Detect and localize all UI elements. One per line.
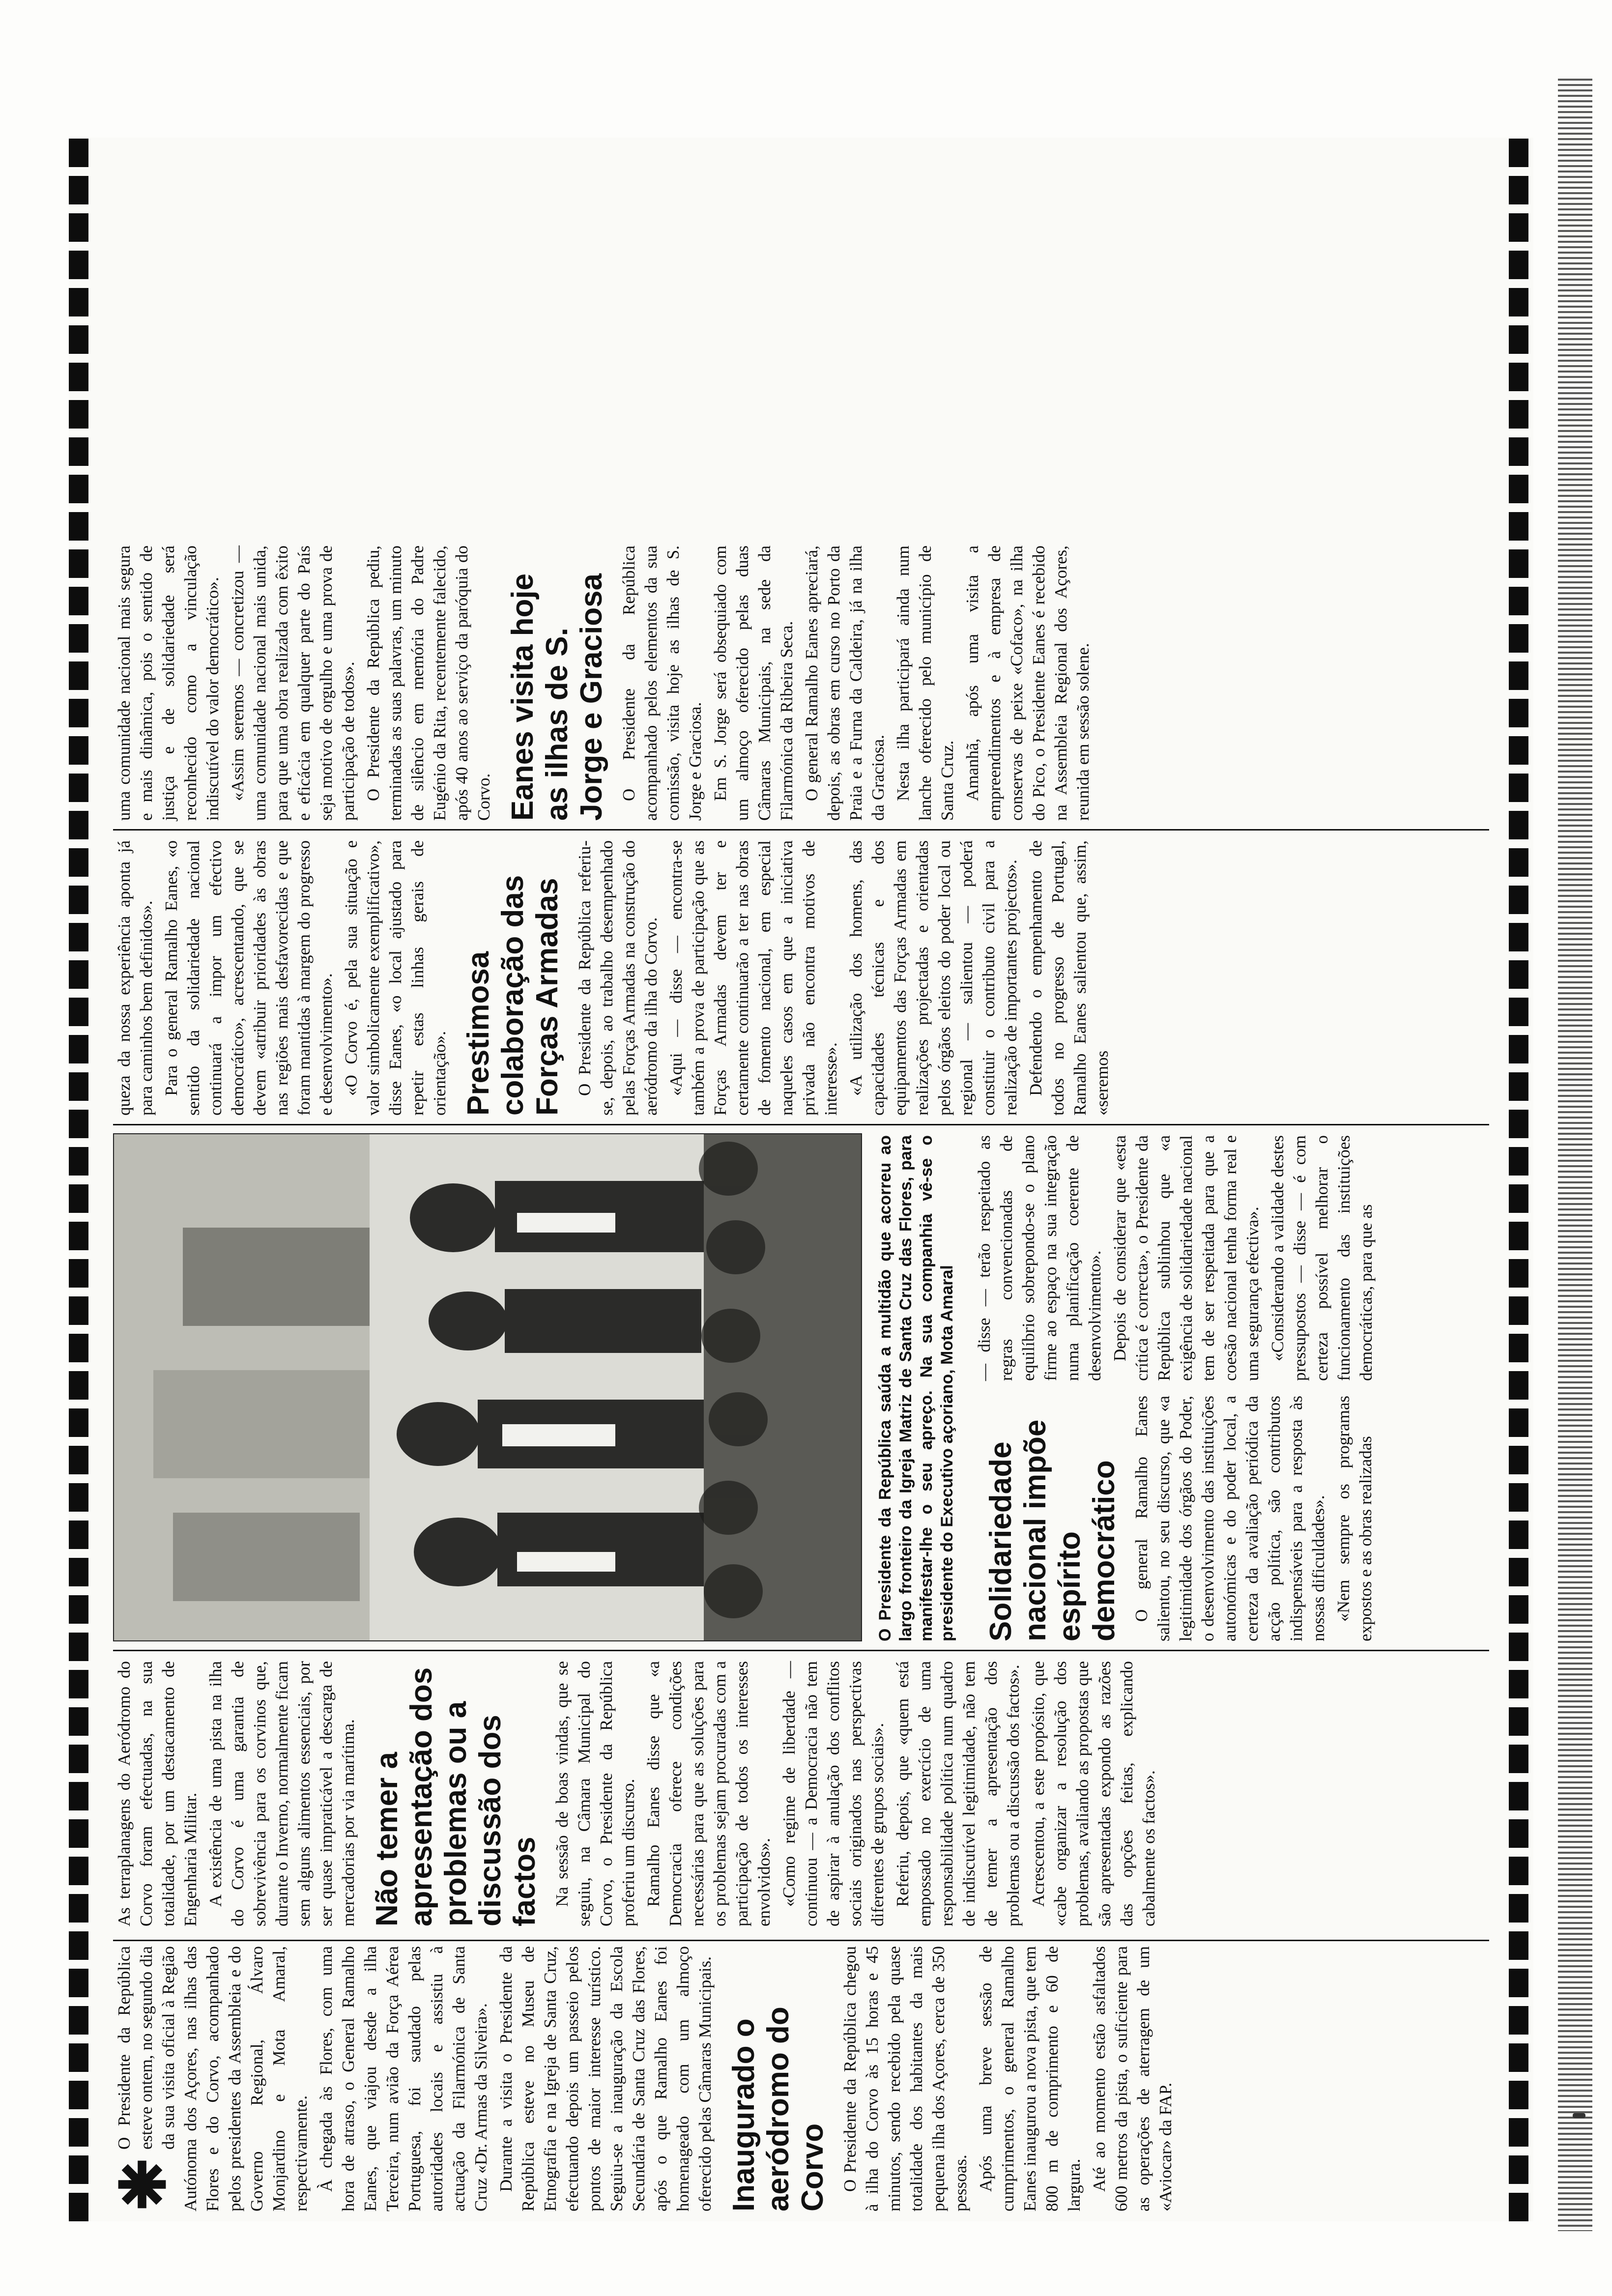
border-dash xyxy=(69,624,88,653)
subheading-eanes-visita: Eanes visita hoje as ilhas de S. Jorge e Graciosa xyxy=(506,573,608,821)
column-rule xyxy=(113,1940,1489,1941)
paragraph: Após uma breve sessão de cumprimentos, o general Ramalho Eanes inaugurou a nova pista, que tem 800 m de comprimento e 60 de largura. xyxy=(976,1946,1084,2211)
border-dash xyxy=(1509,736,1528,765)
border-dash xyxy=(1509,1894,1528,1923)
border-dash xyxy=(69,251,88,279)
paragraph: Nesta ilha participará ainda num lanche oferecido pelo município de Santa Cruz. xyxy=(893,545,957,821)
paragraph: A existência de uma pista na ilha do Corvo é uma garantia de sobrevivência para os corvinos que, durante o Inverno, normalmente ficam sem alguns alimentos essenciais, por ser quase impraticável a descarga de mercadorias por via marítima. xyxy=(206,1661,358,1926)
intro-paragraph: O Presidente da República esteve ontem, no segundo dia da sua visita oficial à Região Autónoma dos Açores, nas ilhas das Flores e do Corvo, acompanhado pelos presidentes da Assembleia e do Governo Regional, Álvaro Monjardino e Mota Amaral, respectivamente. xyxy=(115,1946,311,2211)
border-dash xyxy=(69,1894,88,1923)
border-dash xyxy=(69,288,88,316)
paragraph: O Presidente da República referiu-se, depois, ao trabalho desempenhado pelas Forças Armadas na construção do aeródromo da ilha do Corvo. xyxy=(575,840,661,1116)
border-dash xyxy=(69,1296,88,1325)
paragraph: Até ao momento estão asfaltados 600 metros da pista, o suficiente para as operações de aterragem de um «Aviocar» da FAP. xyxy=(1090,1946,1175,2211)
border-dash xyxy=(69,1931,88,1960)
paragraph: «Aqui — disse — encontra-se também a prova de participação que as Forças Armadas devem ter e certamente continuarão a ter nas obras de fomento nacional, em especial naqueles casos em que a iniciativa privada não encontra motivos de interesse». xyxy=(666,840,840,1116)
border-dash xyxy=(1509,1259,1528,1288)
border-dash xyxy=(1509,1371,1528,1400)
border-dash xyxy=(69,1969,88,1997)
article-column-6 xyxy=(113,545,1097,821)
border-dash xyxy=(69,587,88,615)
border-dash xyxy=(69,1072,88,1101)
border-dash xyxy=(1509,213,1528,242)
rotated-article-sheet xyxy=(69,138,1533,2221)
border-dash xyxy=(1509,549,1528,578)
paragraph: Na sessão de boas vindas, que se seguiu, na Câmara Municipal do Corvo, o Presidente da República proferiu um discurso. xyxy=(552,1661,638,1926)
border-dash xyxy=(1509,661,1528,690)
border-dash xyxy=(1509,587,1528,615)
border-dash xyxy=(1509,1707,1528,1736)
paragraph: «O Corvo é, pela sua situação e valor simbolicamente exemplificativo», disse Eanes, «o local ajustado para repetir estas linhas gerais de orientação». xyxy=(342,840,449,1116)
border-dash xyxy=(1509,699,1528,727)
border-dash xyxy=(69,1222,88,1250)
photo-caption: O Presidente da República saúda a multidão que acorreu ao largo fronteiro da Igreja Matriz de Santa Cruz das Flores, para manifestar-lhe o seu apreço. Na sua companhia vê-se o presidente do Executivo açoriano, Mota Amaral xyxy=(876,1135,956,1641)
paragraph: O general Ramalho Eanes salientou, no seu discurso, que «a legitimidade dos órgãos do Poder, o desenvolvimento das instituições autonómicas e do poder local, a certeza da avaliação periódica da acção política, são contributos indispensáveis para a resposta às nossas dificuldades». xyxy=(1132,1396,1328,1641)
border-dash xyxy=(69,1707,88,1736)
border-dash xyxy=(1509,2006,1528,2035)
border-dash xyxy=(1509,811,1528,839)
border-dash xyxy=(1509,923,1528,951)
paragraph: Para o general Ramalho Eanes, «o sentido da solidariedade nacional continuará a impor um efectivo democrático», acrescentando, que se devem «atribuir prioridades às obras nas regiões mais desfavorecidas e que foram mantidas à margem do progresso e desenvolvimento». xyxy=(162,840,336,1116)
border-dash xyxy=(1509,624,1528,653)
border-dash xyxy=(1509,1446,1528,1474)
border-dash xyxy=(69,886,88,914)
paragraph: Depois de considerar que «esta crítica é correcta», o Presidente da República sublinhou que «a exigência de solidariedade nacional tem de ser respeitada para que a coesão nacional tenha forma real e uma segurança efectiva». xyxy=(1110,1135,1262,1381)
border-dash xyxy=(1509,1483,1528,1512)
border-dash xyxy=(1509,1072,1528,1101)
article-column-4 xyxy=(973,1135,1380,1381)
border-dash xyxy=(1509,1035,1528,1063)
column-rule xyxy=(113,829,1489,831)
border-dash xyxy=(1509,1931,1528,1960)
border-dash xyxy=(69,1745,88,1773)
border-dash xyxy=(69,923,88,951)
paragraph: As terraplanagens do Aeródromo do Corvo foram efectuadas, na sua totalidade, por um destacamento de Engenharia Militar. xyxy=(115,1661,200,1926)
border-dash xyxy=(69,213,88,242)
border-dash xyxy=(69,848,88,877)
paragraph: O Presidente da República pediu, terminadas as suas palavras, um minuto de silêncio em memória do Padre Eugénio da Rita, recentemente falecido, após 40 anos ao serviço da paróquia do Corvo. xyxy=(364,545,493,821)
border-dash xyxy=(69,1147,88,1176)
border-dash xyxy=(69,2043,88,2072)
border-dash xyxy=(69,1558,88,1586)
paragraph: «Nem sempre os programas expostos e as obras realizadas xyxy=(1334,1396,1375,1641)
paragraph: «Assim seremos — concretizou — uma comunidade nacional mais unida, para que uma obra realizada com êxito e eficácia em qualquer parte do País seja motivo de orgulho e uma prova de participação de todos». xyxy=(228,545,358,821)
border-dash xyxy=(1509,1334,1528,1362)
border-dash xyxy=(1509,176,1528,204)
border-dash xyxy=(69,176,88,204)
border-dash xyxy=(69,325,88,354)
bottom-dash-border xyxy=(1509,138,1528,2221)
border-dash xyxy=(1509,363,1528,391)
border-dash xyxy=(1509,437,1528,466)
subheading-forcas-armadas: Prestimosa colaboração das Forças Armadas xyxy=(461,875,564,1116)
border-dash xyxy=(1509,1521,1528,1549)
border-dash xyxy=(1509,1857,1528,1885)
paragraph: Defendendo o empenhamento de todos no progresso de Portugal, Ramalho Eanes salientou que, assim, «seremos xyxy=(1026,840,1112,1116)
paragraph: Em S. Jorge será obsequiado com um almoço oferecido pelas duas Câmaras Municipais, na sede da Filarmónica da Ribeira Seca. xyxy=(711,545,796,821)
border-dash xyxy=(1509,2043,1528,2072)
paragraph: queza da nossa experiência aponta já para caminhos bem definidos». xyxy=(115,840,156,1116)
border-dash xyxy=(69,475,88,503)
binding-edge xyxy=(1558,79,1592,2231)
border-dash xyxy=(69,2118,88,2147)
paragraph: O general Ramalho Eanes apreciará, depois, as obras em curso no Porto da Praia e a Furna da Caldeira, já na ilha da Graciosa. xyxy=(802,545,888,821)
border-dash xyxy=(1509,1110,1528,1138)
paragraph: Ramalho Eanes disse que «a Democracia oferece condições necessárias para que as soluções para os problemas sejam procuradas com a participação de todos os interesses envolvidos». xyxy=(644,1661,774,1926)
article-column-5 xyxy=(113,840,1116,1116)
border-dash xyxy=(69,661,88,690)
paragraph: Acrescentou, a este propósito, que «cabe organizar a resolução dos problemas, avaliando as propostas que são apresentadas expondo as razões das opções feitas, explicando cabalmente os factos». xyxy=(1029,1661,1158,1926)
paragraph: — disse — terão respeitado as regras convencionadas de equilíbrio sobrepondo-se o plano firme ao espaço na sua integração numa planificação coerente de desenvolvimento». xyxy=(975,1135,1104,1381)
border-dash xyxy=(1509,2081,1528,2109)
border-dash xyxy=(1509,251,1528,279)
border-dash xyxy=(1509,2155,1528,2184)
paragraph: Amanhã, após uma visita a empreendimentos e à empresa de conservas de peixe «Cofaco», na ilha do Pico, o Presidente Eanes é recebido na Assembleia Regional dos Açores, reunida em sessão solene. xyxy=(963,545,1093,821)
border-dash xyxy=(1509,1296,1528,1325)
paragraph: uma comunidade nacional mais segura e mais dinâmica, pois o sentido de justiça e de solidariedade será reconhecido como a vinculação indiscutível do valor democrático». xyxy=(115,545,222,821)
border-dash xyxy=(69,2081,88,2109)
border-dash xyxy=(69,1857,88,1885)
border-dash xyxy=(69,1259,88,1288)
paragraph: Durante a visita o Presidente da República esteve no Museu de Etnografia e na Igreja de Santa Cruz, efectuando depois um passeio pelos pontos de maior interesse turístico. Seguiu-se a inauguração da Escola Secundária de Santa Cruz das Flores, após o que Ramalho Eanes foi homenageado com um almoço oferecido pelas Câmaras Municipais. xyxy=(496,1946,715,2211)
subheading-nao-temer: Não temer a apresentação dos problemas ou a discussão dos factos xyxy=(370,1667,542,1926)
border-dash xyxy=(69,2006,88,2035)
border-dash xyxy=(1509,475,1528,503)
border-dash xyxy=(1509,2118,1528,2147)
border-dash xyxy=(69,1782,88,1810)
border-dash xyxy=(1509,774,1528,802)
border-dash xyxy=(69,1371,88,1400)
column-rule xyxy=(113,1650,1489,1651)
border-dash xyxy=(69,549,88,578)
border-dash xyxy=(1509,886,1528,914)
border-dash xyxy=(69,774,88,802)
border-dash xyxy=(1509,139,1528,167)
border-dash xyxy=(69,1110,88,1138)
paragraph: «Considerando a validade destes pressupostos — disse — é com certeza possível melhorar o funcionamento das instituições democráticas, para que as xyxy=(1268,1135,1376,1381)
border-dash xyxy=(1509,288,1528,316)
column-rule xyxy=(113,1124,1489,1125)
border-dash xyxy=(1509,1558,1528,1586)
border-dash xyxy=(69,400,88,429)
border-dash xyxy=(1509,1782,1528,1810)
scan-speck xyxy=(1573,2113,1585,2118)
border-dash xyxy=(1509,1222,1528,1250)
border-dash xyxy=(69,1035,88,1063)
border-dash xyxy=(69,699,88,727)
paragraph: O Presidente da República acompanhado pelos elementos da sua comissão, visita hoje as ilhas de S. Jorge e Graciosa. xyxy=(619,545,705,821)
border-dash xyxy=(69,1334,88,1362)
article-column-3 xyxy=(973,1396,1380,1641)
asterisk-icon xyxy=(115,2157,169,2211)
border-dash xyxy=(69,139,88,167)
border-dash xyxy=(1509,1147,1528,1176)
border-dash xyxy=(1509,1819,1528,1848)
article-column-1 xyxy=(113,1946,1180,2211)
border-dash xyxy=(69,811,88,839)
border-dash xyxy=(69,1595,88,1624)
border-dash xyxy=(1509,325,1528,354)
border-dash xyxy=(69,1408,88,1437)
border-dash xyxy=(1509,1595,1528,1624)
border-dash xyxy=(69,512,88,541)
paragraph: O Presidente da República chegou à ilha do Corvo às 15 horas e 45 minutos, sendo recebido pela quase totalidade dos habitantes da mais pequena ilha dos Açores, cerca de 350 pessoas. xyxy=(840,1946,970,2211)
border-dash xyxy=(1509,1670,1528,1698)
border-dash xyxy=(69,1184,88,1213)
news-photo xyxy=(113,1133,862,1641)
border-dash xyxy=(69,998,88,1026)
border-dash xyxy=(69,1670,88,1698)
paragraph: À chegada às Flores, com uma hora de atraso, o General Ramalho Eanes, que viajou desde a ilha Terceira, num avião da Força Aérea Portuguesa, foi saudado pelas autoridades locais e assistiu à actuação da Filarmónica de Santa Cruz «Dr. Armas da Silveira». xyxy=(317,1946,490,2211)
border-dash xyxy=(69,1633,88,1661)
border-dash xyxy=(1509,1408,1528,1437)
subheading-aerodromo: Inaugurado o aeródromo do Corvo xyxy=(727,2007,830,2211)
border-dash xyxy=(69,2193,88,2221)
border-dash xyxy=(1509,1969,1528,1997)
border-dash xyxy=(1509,1633,1528,1661)
crowd-photo-illustration xyxy=(114,1134,861,1640)
border-dash xyxy=(69,2155,88,2184)
border-dash xyxy=(1509,400,1528,429)
border-dash xyxy=(69,1521,88,1549)
subheading-solidariedade: Solidariedade nacional impõe espírito democrático xyxy=(984,1419,1121,1641)
border-dash xyxy=(1509,512,1528,541)
border-dash xyxy=(69,1819,88,1848)
border-dash xyxy=(1509,960,1528,989)
border-dash xyxy=(1509,998,1528,1026)
border-dash xyxy=(69,736,88,765)
top-dash-border xyxy=(69,138,88,2221)
border-dash xyxy=(69,363,88,391)
border-dash xyxy=(69,1446,88,1474)
border-dash xyxy=(1509,1745,1528,1773)
paragraph: «Como regime de liberdade — continuou — a Democracia não tem de aspirar à anulação dos conflitos sociais originados nas perspectivas diferentes de grupos sociais». xyxy=(779,1661,887,1926)
border-dash xyxy=(1509,1184,1528,1213)
border-dash xyxy=(1509,2193,1528,2221)
paragraph: Referiu, depois, que «quem está empossado no exercício de uma responsabilidade política num quadro de indiscutível legitimidade, não tem de temer a apresentação dos problemas ou a discussão dos factos». xyxy=(893,1661,1023,1926)
article-column-2 xyxy=(113,1661,1163,1926)
border-dash xyxy=(69,437,88,466)
paragraph: «A utilização dos homens, das capacidades técnicas e dos equipamentos das Forças Armadas em realizações projectadas e orientadas pelos órgãos eleitos do poder local ou regional — salientou — poderá constituir o contributo civil para a realização de importantes projectos». xyxy=(846,840,1020,1116)
border-dash xyxy=(69,960,88,989)
border-dash xyxy=(1509,848,1528,877)
border-dash xyxy=(69,1483,88,1512)
